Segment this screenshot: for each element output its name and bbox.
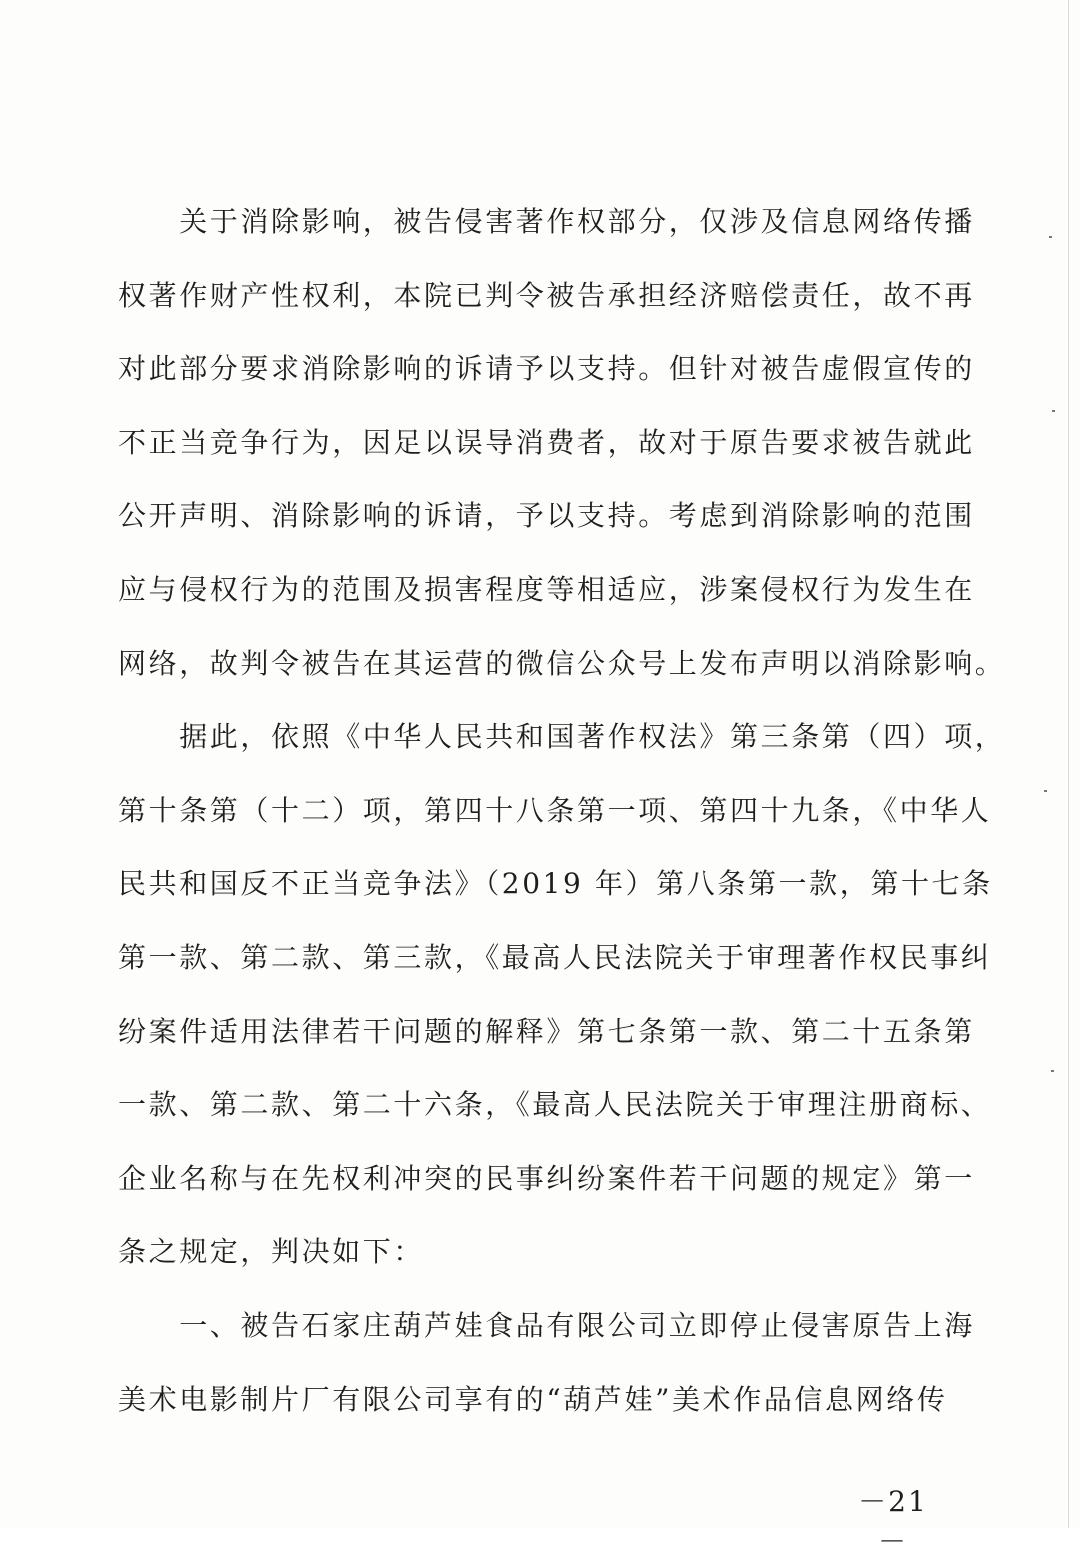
document-body <box>118 185 1006 1436</box>
scan-speck <box>1051 1070 1054 1072</box>
text-line: 企业名称与在先权利冲突的民事纠纷案件若干问题的规定》第一 <box>118 1161 975 1195</box>
text-line: 第十条第（十二）项，第四十八条第一项、第四十九条，《中华人 <box>118 793 992 827</box>
text-line: 一款、第二款、第二十六条，《最高人民法院关于审理注册商标、 <box>118 1088 992 1122</box>
text-line: 公开声明、消除影响的诉请，予以支持。考虑到消除影响的范围 <box>118 499 975 533</box>
text-line: 条之规定，判决如下： <box>118 1235 425 1269</box>
text-line: 不正当竞争行为，因足以误导消费者，故对于原告要求被告就此 <box>118 425 975 459</box>
paragraph-judgment-item-1 <box>118 1289 975 1436</box>
scan-speck <box>1044 790 1047 792</box>
text-line: 应与侵权行为的范围及损害程度等相适应，涉案侵权行为发生在 <box>118 572 975 606</box>
paragraph-elimination-of-influence <box>118 185 1006 700</box>
text-line: 美术电影制片厂有限公司享有的“葫芦娃”美术作品信息网络传 <box>118 1382 948 1416</box>
text-line: 据此，依照《中华人民共和国著作权法》第三条第（四）项， <box>118 720 1006 754</box>
text-line: 纷案件适用法律若干问题的解释》第七条第一款、第二十五条第 <box>118 1014 975 1048</box>
text-line: 对此部分要求消除影响的诉请予以支持。但针对被告虚假宣传的 <box>118 352 975 386</box>
scan-speck <box>1049 236 1052 238</box>
text-line: 关于消除影响，被告侵害著作权部分，仅涉及信息网络传播 <box>118 205 975 238</box>
page-edge-line <box>1068 0 1069 1528</box>
text-line: 网络，故判令被告在其运营的微信公众号上发布声明以消除影响。 <box>118 646 1006 680</box>
text-line: 民共和国反不正当竞争法》（2019 年）第八条第一款，第十七条 <box>118 867 993 901</box>
paragraph-legal-basis <box>118 700 1006 1289</box>
scan-speck <box>1052 410 1055 412</box>
text-line: 权著作财产性权利，本院已判令被告承担经济赔偿责任，故不再 <box>118 278 975 312</box>
text-line: 一、被告石家庄葫芦娃食品有限公司立即停止侵害原告上海 <box>118 1308 975 1342</box>
text-line: 第一款、第二款、第三款，《最高人民法院关于审理著作权民事纠 <box>118 940 992 974</box>
page-number: －21－ <box>858 1485 928 1558</box>
